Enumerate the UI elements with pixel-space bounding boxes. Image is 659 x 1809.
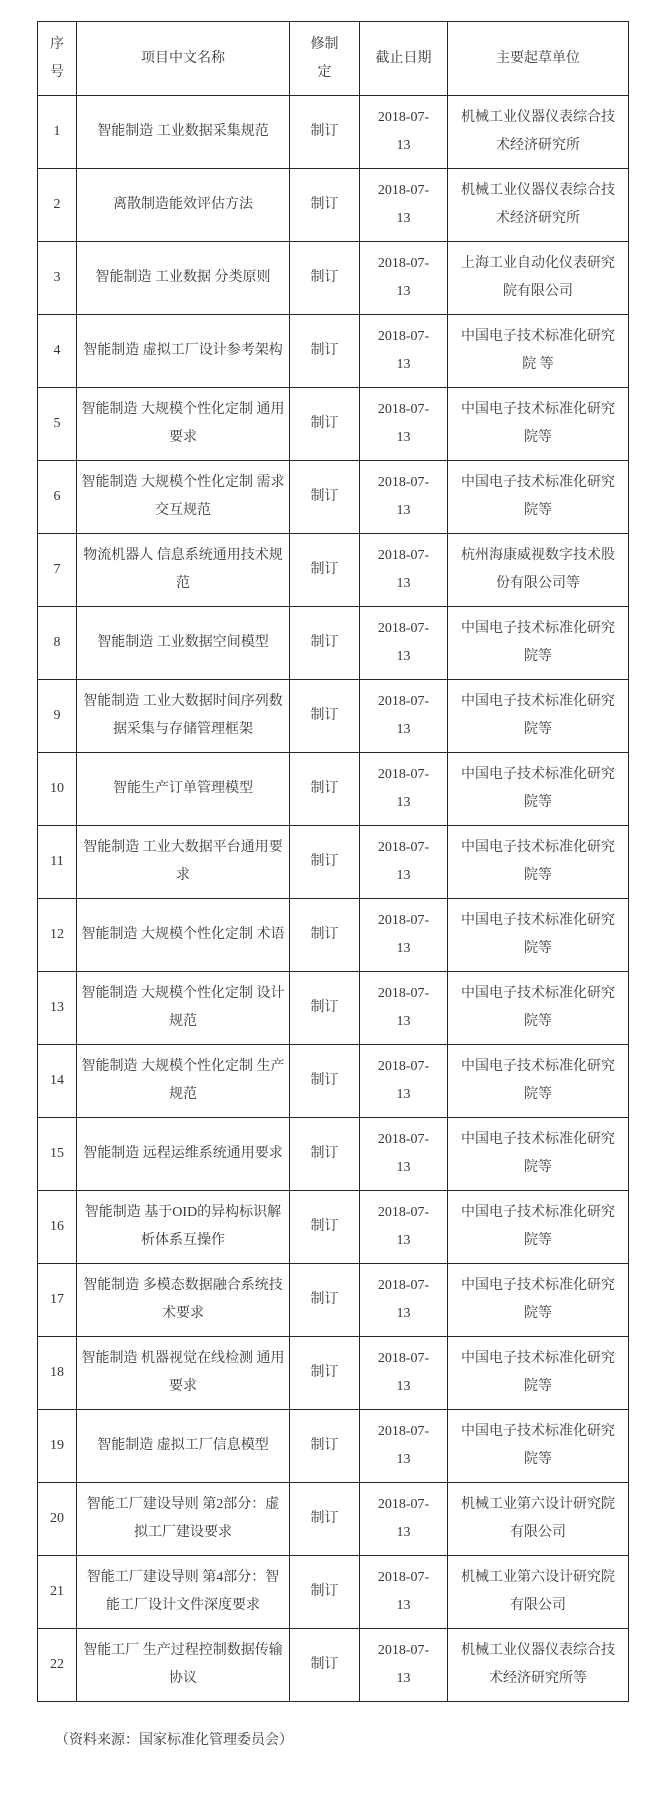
cell-serial-number: 17 xyxy=(38,1264,77,1337)
table-row xyxy=(38,899,629,972)
cell-drafting-unit: 中国电子技术标准化研究院等 xyxy=(448,680,629,753)
cell-project-name: 智能制造 远程运维系统通用要求 xyxy=(77,1118,290,1191)
cell-deadline: 2018-07-13 xyxy=(360,826,448,899)
cell-project-name: 智能制造 工业数据 分类原则 xyxy=(77,242,290,315)
cell-deadline: 2018-07-13 xyxy=(360,680,448,753)
cell-drafting-unit: 中国电子技术标准化研究院 等 xyxy=(448,315,629,388)
cell-deadline: 2018-07-13 xyxy=(360,96,448,169)
cell-revision-type: 制订 xyxy=(290,826,360,899)
cell-revision-type: 制订 xyxy=(290,315,360,388)
projects-table xyxy=(37,21,629,1702)
cell-drafting-unit: 中国电子技术标准化研究院等 xyxy=(448,1337,629,1410)
cell-serial-number: 16 xyxy=(38,1191,77,1264)
table-row xyxy=(38,169,629,242)
projects-table-body xyxy=(38,96,629,1702)
table-row xyxy=(38,461,629,534)
source-note: （资料来源：国家标准化管理委员会） xyxy=(55,1733,293,1748)
table-row xyxy=(38,1410,629,1483)
table-header xyxy=(38,22,629,96)
cell-deadline: 2018-07-13 xyxy=(360,607,448,680)
cell-serial-number: 15 xyxy=(38,1118,77,1191)
cell-revision-type: 制订 xyxy=(290,899,360,972)
cell-serial-number: 12 xyxy=(38,899,77,972)
cell-revision-type: 制订 xyxy=(290,461,360,534)
cell-deadline: 2018-07-13 xyxy=(360,972,448,1045)
cell-deadline: 2018-07-13 xyxy=(360,534,448,607)
cell-serial-number: 1 xyxy=(38,96,77,169)
cell-deadline: 2018-07-13 xyxy=(360,1118,448,1191)
cell-project-name: 智能制造 大规模个性化定制 需求交互规范 xyxy=(77,461,290,534)
header-project-name: 项目中文名称 xyxy=(77,22,290,96)
cell-project-name: 物流机器人 信息系统通用技术规范 xyxy=(77,534,290,607)
header-drafting-unit: 主要起草单位 xyxy=(448,22,629,96)
cell-serial-number: 2 xyxy=(38,169,77,242)
cell-project-name: 智能制造 机器视觉在线检测 通用要求 xyxy=(77,1337,290,1410)
cell-project-name: 智能制造 工业大数据时间序列数据采集与存储管理框架 xyxy=(77,680,290,753)
table-row xyxy=(38,315,629,388)
cell-serial-number: 19 xyxy=(38,1410,77,1483)
cell-revision-type: 制订 xyxy=(290,1045,360,1118)
cell-project-name: 智能制造 虚拟工厂信息模型 xyxy=(77,1410,290,1483)
cell-revision-type: 制订 xyxy=(290,1556,360,1629)
cell-serial-number: 7 xyxy=(38,534,77,607)
cell-serial-number: 3 xyxy=(38,242,77,315)
cell-drafting-unit: 中国电子技术标准化研究院等 xyxy=(448,972,629,1045)
cell-deadline: 2018-07-13 xyxy=(360,1191,448,1264)
cell-project-name: 智能制造 大规模个性化定制 生产规范 xyxy=(77,1045,290,1118)
cell-drafting-unit: 中国电子技术标准化研究院等 xyxy=(448,899,629,972)
table-row xyxy=(38,1629,629,1702)
table-row xyxy=(38,972,629,1045)
cell-drafting-unit: 中国电子技术标准化研究院等 xyxy=(448,388,629,461)
cell-revision-type: 制订 xyxy=(290,1118,360,1191)
cell-project-name: 智能制造 虚拟工厂设计参考架构 xyxy=(77,315,290,388)
cell-drafting-unit: 机械工业仪器仪表综合技术经济研究所 xyxy=(448,96,629,169)
table-row xyxy=(38,1264,629,1337)
cell-drafting-unit: 机械工业仪器仪表综合技术经济研究所等 xyxy=(448,1629,629,1702)
cell-deadline: 2018-07-13 xyxy=(360,1337,448,1410)
cell-serial-number: 10 xyxy=(38,753,77,826)
table-row xyxy=(38,680,629,753)
cell-serial-number: 6 xyxy=(38,461,77,534)
cell-drafting-unit: 中国电子技术标准化研究院等 xyxy=(448,1264,629,1337)
cell-drafting-unit: 上海工业自动化仪表研究院有限公司 xyxy=(448,242,629,315)
cell-deadline: 2018-07-13 xyxy=(360,242,448,315)
table-row xyxy=(38,826,629,899)
cell-project-name: 智能制造 大规模个性化定制 设计规范 xyxy=(77,972,290,1045)
cell-serial-number: 21 xyxy=(38,1556,77,1629)
cell-project-name: 智能制造 工业大数据平台通用要求 xyxy=(77,826,290,899)
table-row xyxy=(38,1191,629,1264)
table-row xyxy=(38,96,629,169)
cell-drafting-unit: 机械工业第六设计研究院有限公司 xyxy=(448,1483,629,1556)
table-row xyxy=(38,1118,629,1191)
cell-deadline: 2018-07-13 xyxy=(360,388,448,461)
cell-deadline: 2018-07-13 xyxy=(360,1410,448,1483)
cell-deadline: 2018-07-13 xyxy=(360,1556,448,1629)
cell-deadline: 2018-07-13 xyxy=(360,899,448,972)
cell-serial-number: 4 xyxy=(38,315,77,388)
header-revision-type: 修制定 xyxy=(290,22,360,96)
cell-project-name: 智能制造 工业数据空间模型 xyxy=(77,607,290,680)
cell-project-name: 智能工厂建设导则 第4部分：智能工厂设计文件深度要求 xyxy=(77,1556,290,1629)
cell-project-name: 智能生产订单管理模型 xyxy=(77,753,290,826)
cell-project-name: 智能制造 基于OID的异构标识解析体系互操作 xyxy=(77,1191,290,1264)
table-row xyxy=(38,1483,629,1556)
cell-deadline: 2018-07-13 xyxy=(360,1629,448,1702)
cell-project-name: 智能制造 大规模个性化定制 术语 xyxy=(77,899,290,972)
header-deadline: 截止日期 xyxy=(360,22,448,96)
cell-deadline: 2018-07-13 xyxy=(360,1264,448,1337)
cell-revision-type: 制订 xyxy=(290,96,360,169)
table-row xyxy=(38,534,629,607)
cell-revision-type: 制订 xyxy=(290,972,360,1045)
cell-revision-type: 制订 xyxy=(290,680,360,753)
cell-drafting-unit: 杭州海康威视数字技术股份有限公司等 xyxy=(448,534,629,607)
cell-serial-number: 8 xyxy=(38,607,77,680)
cell-deadline: 2018-07-13 xyxy=(360,1045,448,1118)
cell-revision-type: 制订 xyxy=(290,534,360,607)
cell-deadline: 2018-07-13 xyxy=(360,315,448,388)
header-serial-number: 序号 xyxy=(38,22,77,96)
cell-serial-number: 18 xyxy=(38,1337,77,1410)
cell-drafting-unit: 机械工业仪器仪表综合技术经济研究所 xyxy=(448,169,629,242)
cell-revision-type: 制订 xyxy=(290,1264,360,1337)
cell-serial-number: 22 xyxy=(38,1629,77,1702)
cell-project-name: 离散制造能效评估方法 xyxy=(77,169,290,242)
cell-drafting-unit: 中国电子技术标准化研究院等 xyxy=(448,753,629,826)
cell-revision-type: 制订 xyxy=(290,607,360,680)
cell-revision-type: 制订 xyxy=(290,388,360,461)
cell-serial-number: 14 xyxy=(38,1045,77,1118)
cell-drafting-unit: 中国电子技术标准化研究院等 xyxy=(448,1410,629,1483)
cell-serial-number: 9 xyxy=(38,680,77,753)
cell-project-name: 智能工厂建设导则 第2部分：虚拟工厂建设要求 xyxy=(77,1483,290,1556)
table-row xyxy=(38,607,629,680)
document-page xyxy=(0,21,659,1809)
cell-deadline: 2018-07-13 xyxy=(360,1483,448,1556)
cell-drafting-unit: 中国电子技术标准化研究院等 xyxy=(448,461,629,534)
header-row xyxy=(38,22,629,96)
cell-project-name: 智能制造 多模态数据融合系统技术要求 xyxy=(77,1264,290,1337)
cell-serial-number: 5 xyxy=(38,388,77,461)
table-row xyxy=(38,388,629,461)
table-row xyxy=(38,753,629,826)
cell-serial-number: 20 xyxy=(38,1483,77,1556)
cell-revision-type: 制订 xyxy=(290,1629,360,1702)
cell-deadline: 2018-07-13 xyxy=(360,753,448,826)
cell-revision-type: 制订 xyxy=(290,1191,360,1264)
cell-deadline: 2018-07-13 xyxy=(360,461,448,534)
table-row xyxy=(38,1337,629,1410)
table-row xyxy=(38,1556,629,1629)
cell-revision-type: 制订 xyxy=(290,1410,360,1483)
cell-deadline: 2018-07-13 xyxy=(360,169,448,242)
cell-revision-type: 制订 xyxy=(290,1337,360,1410)
cell-project-name: 智能制造 工业数据采集规范 xyxy=(77,96,290,169)
cell-serial-number: 13 xyxy=(38,972,77,1045)
cell-serial-number: 11 xyxy=(38,826,77,899)
cell-drafting-unit: 中国电子技术标准化研究院等 xyxy=(448,607,629,680)
cell-project-name: 智能制造 大规模个性化定制 通用要求 xyxy=(77,388,290,461)
cell-drafting-unit: 中国电子技术标准化研究院等 xyxy=(448,1118,629,1191)
cell-revision-type: 制订 xyxy=(290,169,360,242)
cell-revision-type: 制订 xyxy=(290,753,360,826)
table-row xyxy=(38,1045,629,1118)
table-row xyxy=(38,242,629,315)
cell-drafting-unit: 中国电子技术标准化研究院等 xyxy=(448,1045,629,1118)
cell-revision-type: 制订 xyxy=(290,1483,360,1556)
cell-revision-type: 制订 xyxy=(290,242,360,315)
cell-drafting-unit: 中国电子技术标准化研究院等 xyxy=(448,1191,629,1264)
cell-project-name: 智能工厂 生产过程控制数据传输协议 xyxy=(77,1629,290,1702)
cell-drafting-unit: 机械工业第六设计研究院有限公司 xyxy=(448,1556,629,1629)
cell-drafting-unit: 中国电子技术标准化研究院等 xyxy=(448,826,629,899)
